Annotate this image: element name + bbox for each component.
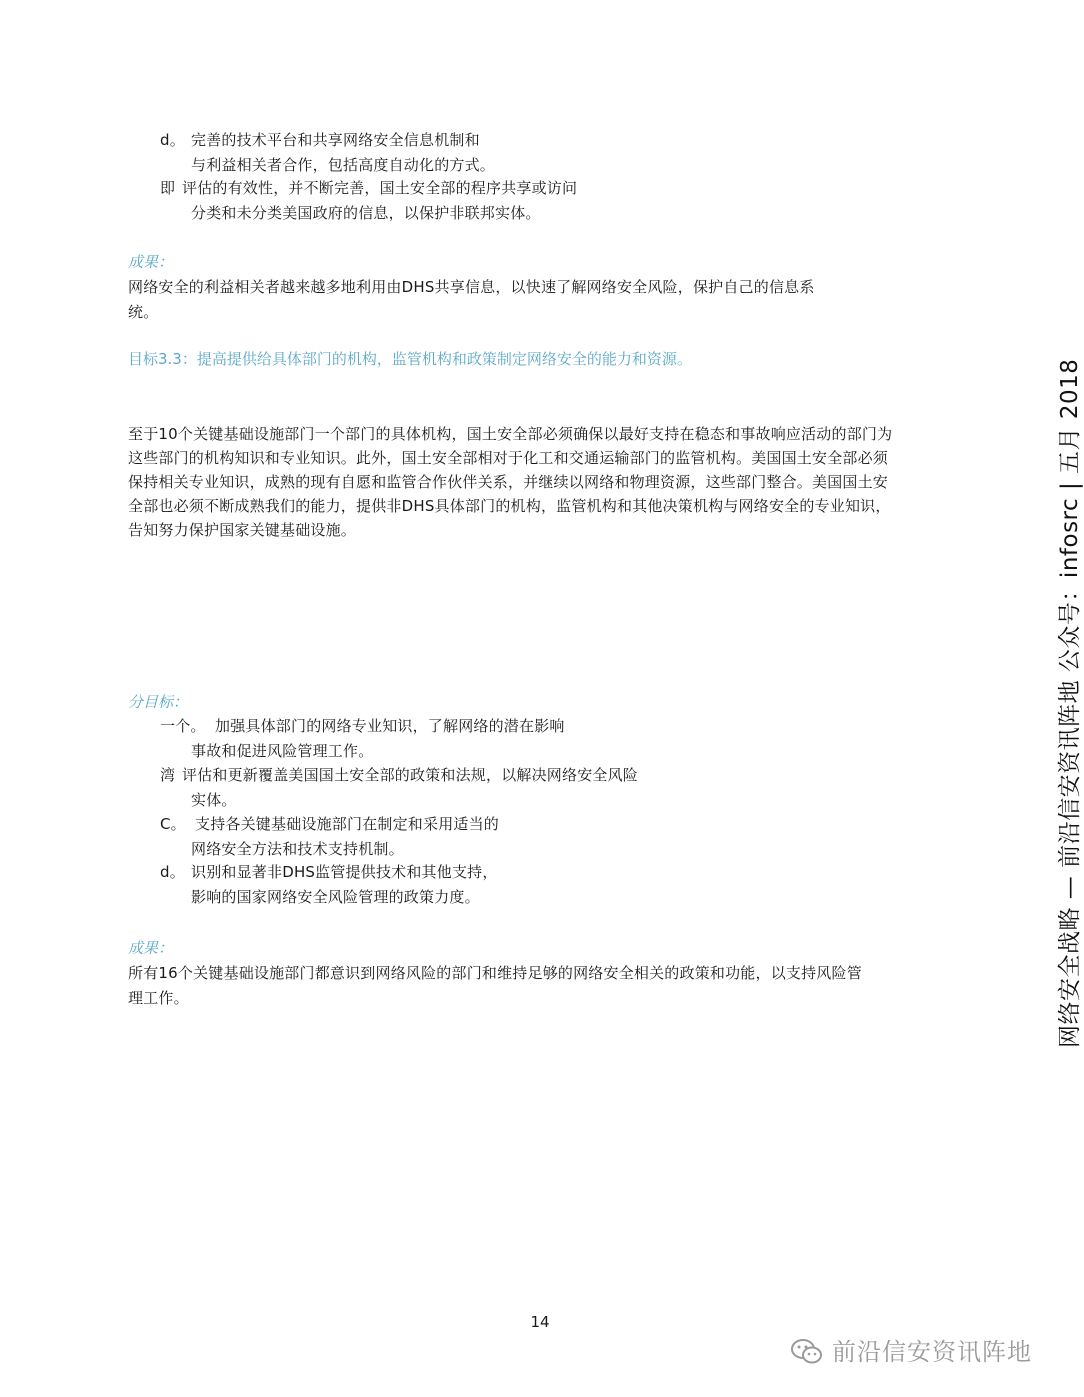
- item-marker: 一个。: [160, 717, 206, 735]
- paragraph-line: 保持相关专业知识，成熟的现有自愿和监管合作伙伴关系，并继续以网络和物理资源，这些部门整合。美国国土安: [128, 473, 889, 491]
- item-text-line2: 实体。: [191, 791, 237, 809]
- item-text-line1: 加强具体部门的网络专业知识，了解网络的潜在影响: [215, 717, 565, 735]
- item-marker: 湾: [160, 766, 176, 784]
- paragraph-line: 这些部门的机构知识和专业知识。此外，国土安全部相对于化工和交通运输部门的监管机构。美国国土安全部必须: [128, 449, 889, 467]
- outcome-text-line1: 网络安全的利益相关者越来越多地利用由DHS共享信息，以快速了解网络安全风险，保护自己的信息系: [128, 278, 815, 296]
- outcome-label: 成果：: [128, 939, 174, 957]
- item-text-line1: 完善的技术平台和共享网络安全信息机制和: [191, 131, 480, 149]
- subgoals-label: 分目标：: [128, 693, 189, 711]
- item-text-line1: 评估和更新覆盖美国国土安全部的政策和法规，以解决网络安全风险: [182, 766, 639, 784]
- paragraph-line: 至于10个关键基础设施部门一个部门的具体机构，国土安全部必须确保以最好支持在稳态和事故响应活动的部门为: [128, 425, 893, 443]
- item-text-line1: 评估的有效性，并不断完善，国土安全部的程序共享或访问: [182, 179, 578, 197]
- item-text-line1: 支持各关键基础设施部门在制定和采用适当的: [195, 815, 500, 833]
- watermark-text: 前沿信安资讯阵地: [832, 1338, 1032, 1366]
- item-marker: C。: [160, 815, 186, 833]
- item-text-line1: 识别和显著非DHS监管提供技术和其他支持，: [191, 863, 498, 881]
- wechat-icon: [790, 1337, 824, 1367]
- watermark: [790, 1332, 1032, 1372]
- item-marker: 即: [160, 179, 176, 197]
- outcome-label: 成果：: [128, 253, 174, 271]
- item-text-line2: 分类和未分类美国政府的信息，以保护非联邦实体。: [191, 204, 541, 222]
- paragraph-line: 全部也必须不断成熟我们的能力，提供非DHS具体部门的机构，监管机构和其他决策机构与网络安全的专业知识，: [128, 497, 891, 515]
- page-number: 14: [530, 1313, 550, 1331]
- item-marker: d。: [160, 131, 185, 149]
- item-text-line2: 影响的国家网络安全风险管理的政策力度。: [191, 888, 480, 906]
- side-banner: 网络安全战略 — 前沿信安资讯阵地 公众号：infosrc | 五月 2018: [1057, 358, 1083, 1048]
- item-marker: d。: [160, 863, 185, 881]
- outcome-text-line2: 理工作。: [128, 989, 189, 1007]
- item-text-line2: 事故和促进风险管理工作。: [191, 742, 374, 760]
- outcome-text-line1: 所有16个关键基础设施部门都意识到网络风险的部门和维持足够的网络安全相关的政策和功能，以支持风险管: [128, 964, 862, 982]
- item-text-line2: 与利益相关者合作，包括高度自动化的方式。: [191, 156, 496, 174]
- goal-heading: 目标3.3：提高提供给具体部门的机构，监管机构和政策制定网络安全的能力和资源。: [128, 350, 692, 368]
- paragraph-line: 告知努力保护国家关键基础设施。: [128, 521, 357, 539]
- outcome-text-line2: 统。: [128, 303, 159, 321]
- item-text-line2: 网络安全方法和技术支持机制。: [191, 840, 404, 858]
